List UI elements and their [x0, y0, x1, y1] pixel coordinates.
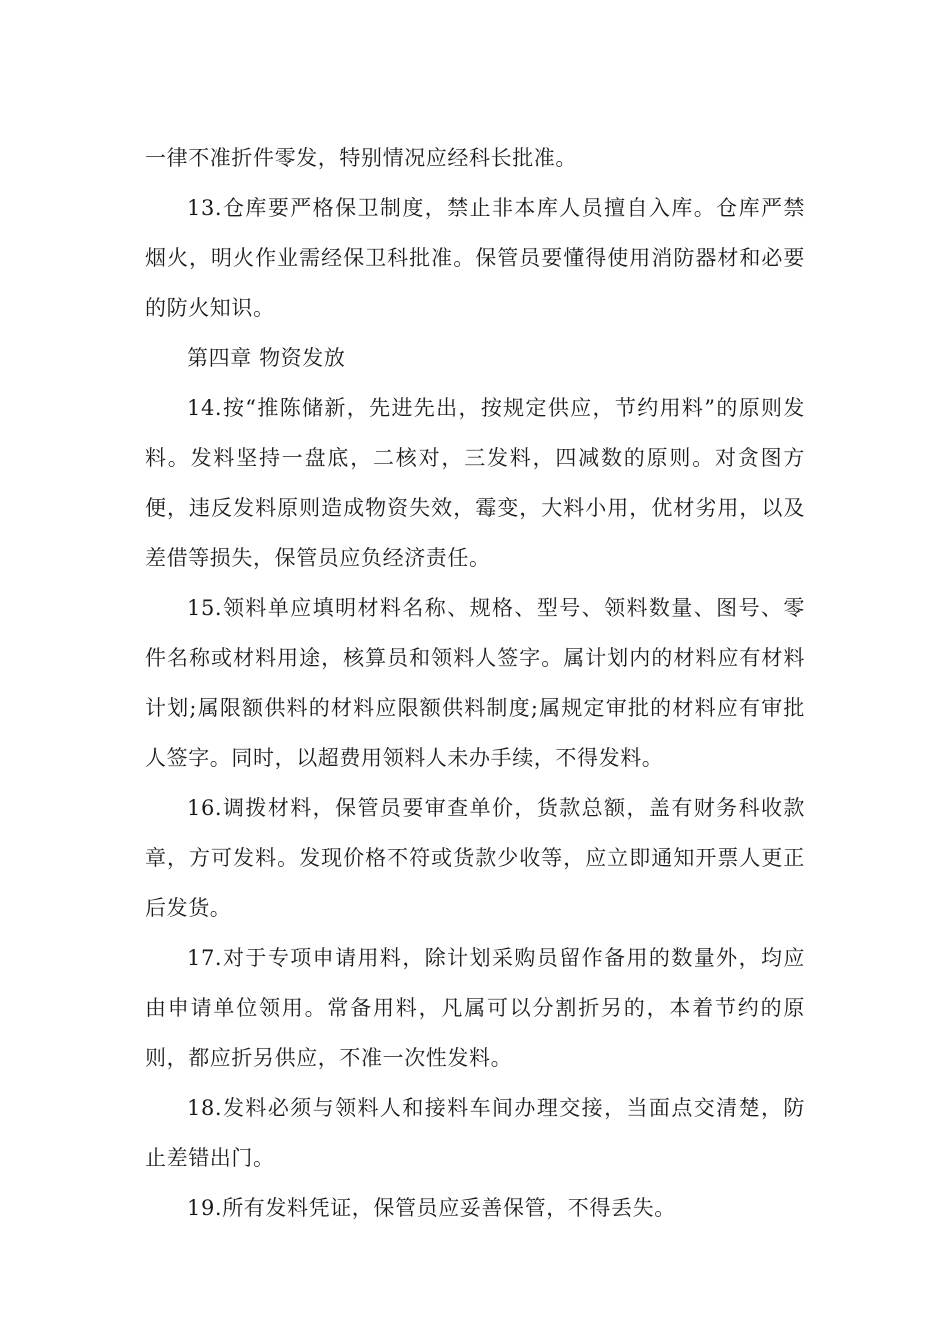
paragraph-item-18: 18.发料必须与领料人和接料车间办理交接，当面点交清楚，防止差错出门。: [145, 1096, 805, 1170]
paragraph-item-14: 14.按“推陈储新，先进先出，按规定供应，节约用料”的原则发料。发料坚持一盘底，二核对，三发料，四减数的原则。对贪图方便，违反发料原则造成物资失效，霉变，大料小用，优材劣用，以及差借等损失，保管员应负经济责任。: [145, 396, 805, 570]
paragraph-item-16: 16.调拨材料，保管员要审查单价，货款总额，盖有财务科收款章，方可发料。发现价格不符或货款少收等，应立即通知开票人更正后发货。: [145, 796, 805, 920]
paragraph-item-15: 15.领料单应填明材料名称、规格、型号、领料数量、图号、零件名称或材料用途，核算员和领料人签字。属计划内的材料应有材料计划;属限额供料的材料应限额供料制度;属规定审批的材料应有审批人签字。同时，以超费用领料人未办手续，不得发料。: [145, 596, 805, 770]
chapter-heading: 第四章 物资发放: [187, 346, 346, 370]
paragraph-continuation: 一律不准折件零发，特别情况应经科长批准。: [145, 146, 577, 170]
paragraph-item-13: 13.仓库要严格保卫制度，禁止非本库人员擅自入库。仓库严禁烟火，明火作业需经保卫科批准。保管员要懂得使用消防器材和必要的防火知识。: [145, 196, 805, 320]
paragraph-item-19: 19.所有发料凭证，保管员应妥善保管，不得丢失。: [187, 1196, 676, 1220]
document-body: [145, 133, 805, 1233]
paragraph-item-17: 17.对于专项申请用料，除计划采购员留作备用的数量外，均应由申请单位领用。常备用料，凡属可以分割折另的，本着节约的原则，都应折另供应，不准一次性发料。: [145, 946, 805, 1070]
